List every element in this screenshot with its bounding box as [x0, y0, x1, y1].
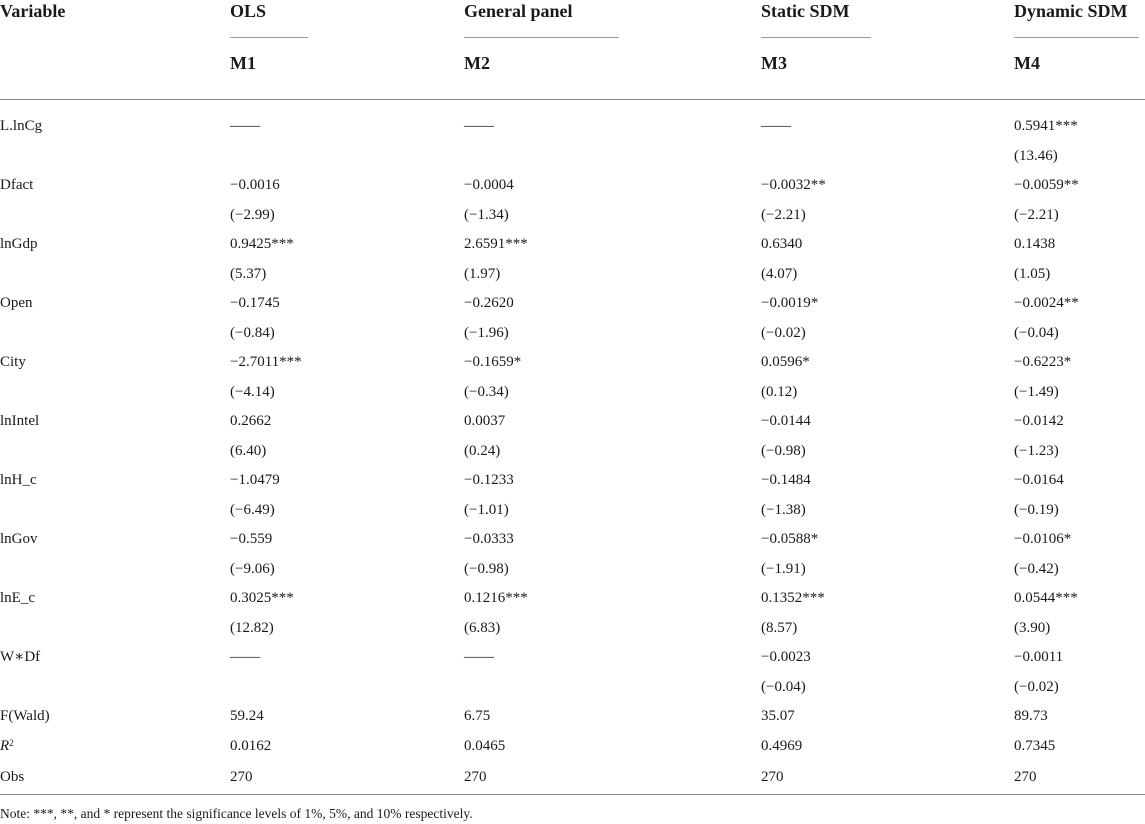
- header-row-groups: [0, 0, 1145, 43]
- row-label: [0, 437, 230, 467]
- header-row-models: [0, 43, 1145, 100]
- row-label: lnIntel: [0, 413, 40, 429]
- cell-m2: 0.0465: [464, 737, 506, 754]
- cell-m4: 0.7345: [1014, 737, 1056, 754]
- table-row-tstat: [0, 437, 1145, 467]
- cell-m3: 0.6340: [761, 236, 803, 252]
- cell-m2: 0.1216***: [464, 590, 528, 606]
- cell-m4: (−0.42): [1014, 560, 1059, 577]
- cell-m2: (−0.98): [464, 560, 509, 577]
- row-label: [0, 319, 230, 349]
- row-label: City: [0, 354, 26, 370]
- cell-m2: −0.1233: [464, 472, 514, 488]
- cell-m4: −0.0106*: [1014, 531, 1072, 547]
- cell-m1: [230, 142, 464, 172]
- cell-m3: 35.07: [761, 708, 795, 724]
- row-label: [0, 201, 230, 231]
- table-row-tstat: [0, 260, 1145, 290]
- cell-m4: 270: [1014, 761, 1145, 795]
- header-group-static-sdm: Static SDM: [761, 0, 1014, 43]
- header-model-m2: M2: [464, 53, 490, 73]
- table-row-tstat: [0, 614, 1145, 644]
- cell-m4: −0.0011: [1014, 649, 1064, 665]
- cell-m2: −0.0004: [464, 177, 514, 193]
- cell-m1: (−2.99): [230, 206, 275, 223]
- row-label: lnGov: [0, 531, 38, 547]
- cell-m2: (1.97): [464, 265, 501, 282]
- cell-m4: −0.6223*: [1014, 354, 1072, 370]
- row-label: Dfact: [0, 177, 34, 193]
- table-row: [0, 466, 1145, 496]
- cell-m4: (−1.49): [1014, 383, 1059, 400]
- table-row: [0, 584, 1145, 614]
- cell-m3: 0.4969: [761, 737, 803, 754]
- cell-m3: (0.12): [761, 383, 798, 400]
- header-variable: Variable: [0, 1, 66, 21]
- cell-m2: (0.24): [464, 442, 501, 459]
- cell-m3: (−1.91): [761, 560, 806, 577]
- cell-m2: −0.1659*: [464, 354, 522, 370]
- row-label: [0, 496, 230, 526]
- cell-m1: (−6.49): [230, 501, 275, 518]
- cell-m1: ——: [230, 118, 260, 134]
- table-row-tstat: [0, 378, 1145, 408]
- row-label: [0, 142, 230, 172]
- row-label: F(Wald): [0, 708, 50, 724]
- table-row: [0, 171, 1145, 201]
- cell-m1: 270: [230, 761, 464, 795]
- table-row-tstat: [0, 555, 1145, 585]
- cell-m4: −0.0164: [1014, 472, 1064, 488]
- row-label: lnE_c: [0, 590, 35, 606]
- table-row: [0, 100, 1145, 142]
- cell-m3: −0.1484: [761, 472, 811, 488]
- cell-m1: −1.0479: [230, 472, 280, 488]
- cell-m2: (−1.01): [464, 501, 509, 518]
- table-row: [0, 761, 1145, 795]
- cell-m3: −0.0019*: [761, 295, 819, 311]
- cell-m2: 270: [464, 761, 761, 795]
- cell-m4: 0.5941***: [1014, 118, 1078, 134]
- row-label: lnH_c: [0, 472, 37, 488]
- cell-m3: (−1.38): [761, 501, 806, 518]
- row-label: lnGdp: [0, 236, 38, 252]
- cell-m3: −0.0023: [761, 649, 811, 665]
- header-model-m1: M1: [230, 53, 256, 73]
- cell-m2: −0.2620: [464, 295, 514, 311]
- cell-m1: −0.559: [230, 531, 273, 547]
- cell-m2: 6.75: [464, 708, 491, 724]
- table-row: [0, 525, 1145, 555]
- cell-m2: [464, 673, 761, 703]
- cell-m1: 0.3025***: [230, 590, 294, 606]
- cell-m3: (8.57): [761, 619, 798, 636]
- cell-m4: 0.1438: [1014, 236, 1056, 252]
- cell-m4: −0.0059**: [1014, 177, 1079, 193]
- cell-m2: [464, 142, 761, 172]
- header-model-m3: M3: [761, 53, 787, 73]
- header-group-general-panel: General panel: [464, 0, 761, 43]
- cell-m1: 0.2662: [230, 413, 272, 429]
- header-group-ols: OLS: [230, 0, 464, 43]
- header-model-m4: M4: [1014, 53, 1040, 73]
- cell-m1: (−9.06): [230, 560, 275, 577]
- row-label: [0, 673, 230, 703]
- cell-m3: 270: [761, 761, 1014, 795]
- table-row: [0, 643, 1145, 673]
- cell-m1: ——: [230, 649, 260, 665]
- cell-m1: −0.0016: [230, 177, 280, 193]
- cell-m2: 0.0037: [464, 413, 506, 429]
- cell-m1: (6.40): [230, 442, 267, 459]
- cell-m3: −0.0032**: [761, 177, 826, 193]
- row-label: $R^2$: [0, 737, 14, 754]
- cell-m3: ——: [761, 118, 791, 134]
- row-label: Open: [0, 295, 33, 311]
- cell-m4: (−1.23): [1014, 442, 1059, 459]
- cell-m4: −0.0024**: [1014, 295, 1079, 311]
- cell-m4: −0.0142: [1014, 413, 1064, 429]
- row-label: [0, 378, 230, 408]
- table-row: [0, 289, 1145, 319]
- cell-m1: 0.9425***: [230, 236, 294, 252]
- table-row-tstat: [0, 201, 1145, 231]
- cell-m1: (−4.14): [230, 383, 275, 400]
- table-row: [0, 348, 1145, 378]
- row-label: [0, 555, 230, 585]
- table-row: [0, 230, 1145, 260]
- cell-m4: (3.90): [1014, 619, 1051, 636]
- cell-m1: [230, 673, 464, 703]
- cell-m2: (6.83): [464, 619, 501, 636]
- cell-m1: 0.0162: [230, 737, 272, 754]
- row-label: [0, 614, 230, 644]
- cell-m4: (−0.19): [1014, 501, 1059, 518]
- cell-m4: (−2.21): [1014, 206, 1059, 223]
- cell-m4: (−0.02): [1014, 678, 1059, 695]
- row-label: Obs: [0, 761, 230, 795]
- cell-m3: −0.0588*: [761, 531, 819, 547]
- table-row: [0, 732, 1145, 762]
- table-row-tstat: [0, 496, 1145, 526]
- cell-m1: −0.1745: [230, 295, 280, 311]
- row-label: L.lnCg: [0, 118, 43, 134]
- cell-m2: (−1.34): [464, 206, 509, 223]
- table-row: [0, 407, 1145, 437]
- cell-m1: −2.7011***: [230, 354, 302, 370]
- cell-m3: (−0.04): [761, 678, 806, 695]
- cell-m2: 2.6591***: [464, 236, 528, 252]
- cell-m3: −0.0144: [761, 413, 811, 429]
- cell-m3: 0.1352***: [761, 590, 825, 606]
- cell-m4: 89.73: [1014, 708, 1048, 724]
- table-row: [0, 702, 1145, 732]
- cell-m3: [761, 142, 1014, 172]
- cell-m3: (−0.98): [761, 442, 806, 459]
- cell-m2: −0.0333: [464, 531, 514, 547]
- row-label: [0, 260, 230, 290]
- row-label: W∗Df: [0, 649, 41, 665]
- cell-m4: (13.46): [1014, 147, 1058, 164]
- table-note: Note: ***, **, and * represent the significance levels of 1%, 5%, and 10% respectively.: [0, 806, 473, 821]
- cell-m1: (5.37): [230, 265, 267, 282]
- table-row-tstat: [0, 673, 1145, 703]
- cell-m2: ——: [464, 118, 494, 134]
- cell-m3: (−2.21): [761, 206, 806, 223]
- cell-m1: (−0.84): [230, 324, 275, 341]
- table-row-tstat: [0, 142, 1145, 172]
- cell-m4: 0.0544***: [1014, 590, 1078, 606]
- cell-m4: (−0.04): [1014, 324, 1059, 341]
- cell-m3: (−0.02): [761, 324, 806, 341]
- cell-m1: (12.82): [230, 619, 274, 636]
- table-body: [0, 100, 1145, 795]
- cell-m2: (−1.96): [464, 324, 509, 341]
- table-row-tstat: [0, 319, 1145, 349]
- header-group-dynamic-sdm: Dynamic SDM: [1014, 0, 1145, 43]
- cell-m2: (−0.34): [464, 383, 509, 400]
- cell-m1: 59.24: [230, 708, 264, 724]
- cell-m3: 0.0596*: [761, 354, 810, 370]
- cell-m3: (4.07): [761, 265, 798, 282]
- cell-m2: ——: [464, 649, 494, 665]
- cell-m4: (1.05): [1014, 265, 1051, 282]
